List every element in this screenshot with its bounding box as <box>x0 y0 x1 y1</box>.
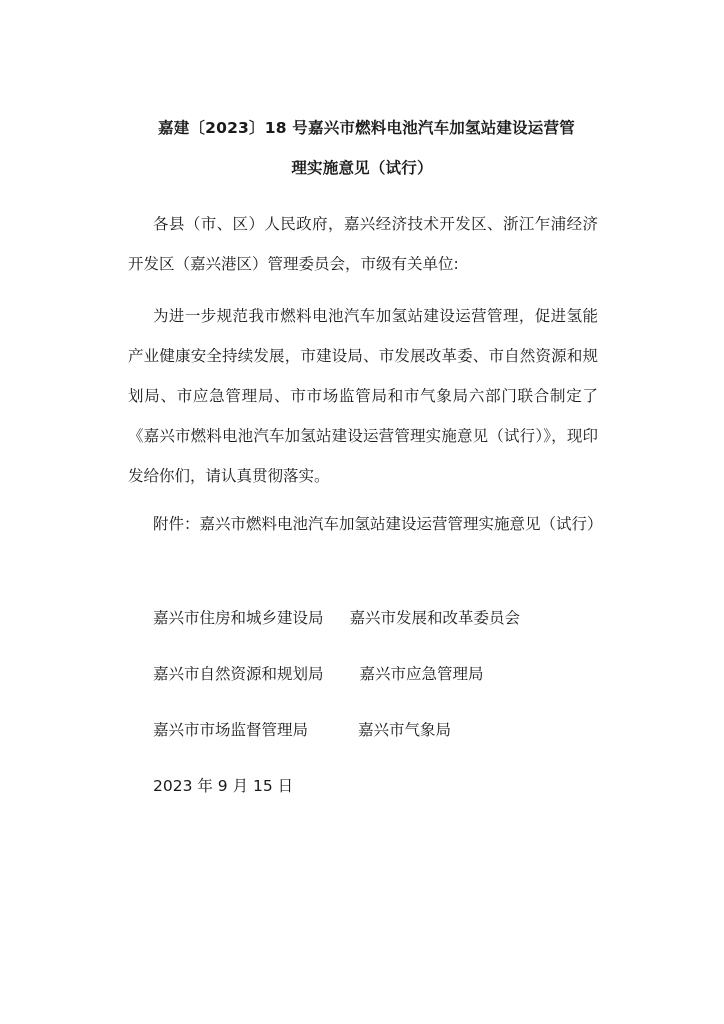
signatory-row-1 <box>153 606 520 628</box>
signatory-natural-resources-bureau: 嘉兴市自然资源和规划局 <box>153 665 324 683</box>
signatory-emergency-management-bureau: 嘉兴市应急管理局 <box>359 665 484 683</box>
document-date: 2023 年 9 月 15 日 <box>153 777 294 795</box>
addressee-paragraph: 各县（市、区）人民政府，嘉兴经济技术开发区、浙江乍浦经济开发区（嘉兴港区）管理委员会，市级有关单位: <box>128 215 598 273</box>
signatory-meteorological-bureau: 嘉兴市气象局 <box>358 721 452 739</box>
signatory-market-supervision-bureau: 嘉兴市市场监督管理局 <box>153 721 309 739</box>
body-paragraph: 为进一步规范我市燃料电池汽车加氢站建设运营管理，促进氢能产业健康安全持续发展，市建设局、市发展改革委、市自然资源和规划局、市应急管理局、市市场监管局和市气象局六部门联合制定了《嘉兴市燃料电池汽车加氢站建设运营管理实施意见（试行）》，现印发给你们，请认真贯彻落实。 <box>128 307 598 485</box>
signatory-housing-bureau: 嘉兴市住房和城乡建设局 <box>153 609 324 627</box>
document-title-line-1: 嘉建〔2023〕18 号嘉兴市燃料电池汽车加氢站建设运营管 <box>158 119 575 137</box>
signatory-row-2 <box>153 662 484 684</box>
signatory-development-reform-commission: 嘉兴市发展和改革委员会 <box>349 609 521 627</box>
signatory-row-3 <box>153 718 451 740</box>
attachment-paragraph: 附件：嘉兴市燃料电池汽车加氢站建设运营管理实施意见（试行） <box>153 515 603 533</box>
document-title-line-2: 理实施意见（试行） <box>291 159 433 177</box>
